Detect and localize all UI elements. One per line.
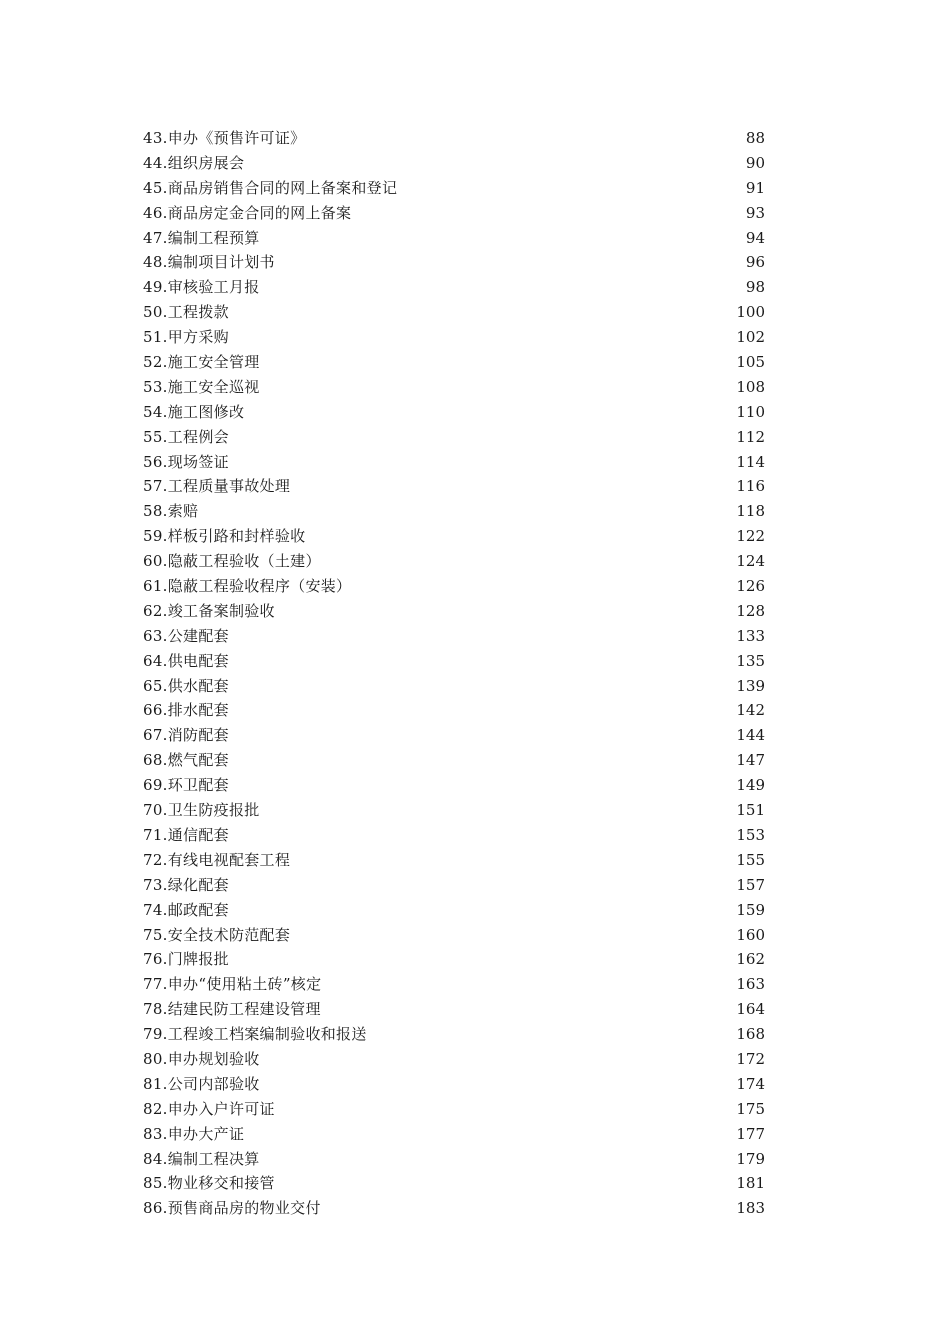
toc-entry-page-number: 177 (736, 1124, 765, 1143)
toc-entry[interactable] (143, 450, 765, 475)
toc-entry-page-number: 126 (736, 577, 765, 596)
toc-entry[interactable] (143, 176, 765, 201)
toc-entry[interactable] (143, 226, 765, 251)
toc-entry-title: 51.甲方采购 (143, 328, 229, 347)
toc-entry-title: 55.工程例会 (143, 427, 229, 446)
toc-entry[interactable] (143, 997, 765, 1022)
toc-entry-page-number: 96 (745, 253, 765, 272)
toc-entry-title: 53.施工安全巡视 (143, 377, 260, 396)
toc-entry[interactable] (143, 898, 765, 923)
toc-entry-page-number: 160 (736, 925, 765, 944)
toc-entry-page-number: 135 (736, 651, 765, 670)
toc-entry-page-number: 90 (745, 153, 765, 172)
toc-entry-page-number: 122 (736, 527, 765, 546)
toc-entry-title: 66.排水配套 (143, 701, 229, 720)
toc-entry-page-number: 118 (736, 502, 765, 521)
toc-entry[interactable] (143, 1022, 765, 1047)
toc-entry[interactable] (143, 151, 765, 176)
toc-entry-title: 82.申办入户许可证 (143, 1099, 275, 1118)
toc-entry[interactable] (143, 599, 765, 624)
toc-entry[interactable] (143, 1171, 765, 1196)
toc-entry-title: 74.邮政配套 (143, 900, 229, 919)
toc-entry-title: 81.公司内部验收 (143, 1074, 260, 1093)
toc-entry-page-number: 116 (736, 477, 765, 496)
toc-entry-title: 60.隐蔽工程验收（土建） (143, 552, 321, 571)
toc-entry-page-number: 153 (736, 825, 765, 844)
toc-entry-page-number: 93 (745, 203, 765, 222)
toc-entry-page-number: 114 (736, 452, 765, 471)
toc-entry-title: 84.编制工程决算 (143, 1149, 260, 1168)
toc-entry-title: 58.索赔 (143, 502, 199, 521)
toc-entry-page-number: 147 (736, 751, 765, 770)
toc-entry-title: 71.通信配套 (143, 825, 229, 844)
toc-entry-page-number: 157 (736, 875, 765, 894)
toc-entry[interactable] (143, 1122, 765, 1147)
toc-entry-page-number: 151 (736, 801, 765, 820)
toc-entry[interactable] (143, 748, 765, 773)
toc-entry-title: 44.组织房展会 (143, 153, 245, 172)
toc-entry-page-number: 112 (736, 427, 765, 446)
table-of-contents (143, 126, 765, 1221)
toc-entry[interactable] (143, 723, 765, 748)
toc-entry-page-number: 144 (736, 726, 765, 745)
toc-entry-page-number: 133 (736, 626, 765, 645)
toc-entry-title: 61.隐蔽工程验收程序（安装） (143, 577, 352, 596)
toc-entry-title: 43.申办《预售许可证》 (143, 129, 306, 147)
toc-entry[interactable] (143, 549, 765, 574)
toc-entry[interactable] (143, 250, 765, 275)
toc-entry-title: 76.门牌报批 (143, 950, 229, 969)
toc-entry-title: 79.工程竣工档案编制验收和报送 (143, 1025, 367, 1044)
toc-entry-page-number: 163 (736, 975, 765, 994)
toc-entry-page-number: 94 (745, 228, 765, 247)
toc-entry-title: 80.申办规划验收 (143, 1049, 260, 1068)
toc-entry[interactable] (143, 1196, 765, 1221)
toc-entry[interactable] (143, 873, 765, 898)
toc-entry-page-number: 155 (736, 850, 765, 869)
toc-entry[interactable] (143, 1072, 765, 1097)
toc-entry[interactable] (143, 499, 765, 524)
toc-entry[interactable] (143, 972, 765, 997)
toc-entry-title: 48.编制项目计划书 (143, 253, 275, 272)
toc-entry-title: 47.编制工程预算 (143, 228, 260, 247)
toc-entry[interactable] (143, 126, 765, 151)
toc-entry-page-number: 183 (736, 1199, 765, 1218)
toc-entry[interactable] (143, 350, 765, 375)
toc-entry[interactable] (143, 798, 765, 823)
toc-entry[interactable] (143, 947, 765, 972)
toc-entry-page-number: 110 (736, 402, 765, 421)
toc-entry-page-number: 162 (736, 950, 765, 969)
toc-entry[interactable] (143, 624, 765, 649)
toc-entry-page-number: 159 (736, 900, 765, 919)
toc-entry[interactable] (143, 848, 765, 873)
toc-entry-title: 54.施工图修改 (143, 402, 245, 421)
toc-entry-title: 56.现场签证 (143, 452, 229, 471)
toc-entry[interactable] (143, 1147, 765, 1172)
toc-entry[interactable] (143, 425, 765, 450)
toc-entry[interactable] (143, 275, 765, 300)
toc-entry-title: 86.预售商品房的物业交付 (143, 1199, 321, 1218)
toc-entry-title: 45.商品房销售合同的网上备案和登记 (143, 178, 398, 197)
toc-entry[interactable] (143, 823, 765, 848)
toc-entry-page-number: 100 (736, 303, 765, 322)
toc-entry[interactable] (143, 698, 765, 723)
toc-entry[interactable] (143, 474, 765, 499)
toc-entry-title: 52.施工安全管理 (143, 353, 260, 372)
toc-entry-title: 64.供电配套 (143, 651, 229, 670)
toc-entry-page-number: 181 (736, 1174, 765, 1193)
toc-entry[interactable] (143, 574, 765, 599)
toc-entry[interactable] (143, 923, 765, 948)
toc-entry-title: 75.安全技术防范配套 (143, 925, 291, 944)
toc-entry-title: 85.物业移交和接管 (143, 1174, 275, 1193)
toc-entry-title: 50.工程拨款 (143, 303, 229, 322)
toc-entry-title: 49.审核验工月报 (143, 278, 260, 297)
toc-entry[interactable] (143, 201, 765, 226)
toc-entry[interactable] (143, 400, 765, 425)
toc-entry-title: 78.结建民防工程建设管理 (143, 1000, 321, 1019)
toc-entry-title: 77.申办“使用粘土砖”核定 (143, 975, 322, 994)
toc-entry-page-number: 91 (745, 178, 765, 197)
toc-entry-page-number: 179 (736, 1149, 765, 1168)
toc-entry-title: 83.申办大产证 (143, 1124, 245, 1143)
toc-entry-title: 65.供水配套 (143, 676, 229, 695)
toc-entry[interactable] (143, 773, 765, 798)
toc-entry-title: 62.竣工备案制验收 (143, 601, 275, 620)
toc-entry-title: 67.消防配套 (143, 726, 229, 745)
toc-entry-page-number: 108 (736, 377, 765, 396)
toc-entry[interactable] (143, 325, 765, 350)
toc-entry[interactable] (143, 524, 765, 549)
toc-entry-page-number: 164 (736, 1000, 765, 1019)
toc-entry-page-number: 128 (736, 601, 765, 620)
toc-entry[interactable] (143, 674, 765, 699)
toc-entry-title: 73.绿化配套 (143, 875, 229, 894)
toc-entry[interactable] (143, 1097, 765, 1122)
toc-entry-title: 57.工程质量事故处理 (143, 477, 291, 496)
toc-entry-title: 46.商品房定金合同的网上备案 (143, 203, 352, 222)
toc-entry-title: 69.环卫配套 (143, 776, 229, 795)
toc-entry-page-number: 139 (736, 676, 765, 695)
toc-entry-page-number: 172 (736, 1049, 765, 1068)
toc-entry[interactable] (143, 300, 765, 325)
toc-entry[interactable] (143, 649, 765, 674)
toc-entry-title: 59.样板引路和封样验收 (143, 527, 306, 546)
toc-entry-page-number: 175 (736, 1099, 765, 1118)
toc-entry-page-number: 88 (745, 129, 765, 147)
toc-entry-page-number: 98 (745, 278, 765, 297)
toc-entry[interactable] (143, 1047, 765, 1072)
toc-entry-page-number: 168 (736, 1025, 765, 1044)
toc-entry[interactable] (143, 375, 765, 400)
toc-entry-page-number: 174 (736, 1074, 765, 1093)
toc-entry-page-number: 124 (736, 552, 765, 571)
toc-entry-title: 70.卫生防疫报批 (143, 801, 260, 820)
toc-entry-page-number: 102 (736, 328, 765, 347)
toc-entry-title: 68.燃气配套 (143, 751, 229, 770)
toc-entry-title: 63.公建配套 (143, 626, 229, 645)
toc-entry-page-number: 149 (736, 776, 765, 795)
toc-entry-page-number: 105 (736, 353, 765, 372)
toc-entry-page-number: 142 (736, 701, 765, 720)
toc-entry-title: 72.有线电视配套工程 (143, 850, 291, 869)
